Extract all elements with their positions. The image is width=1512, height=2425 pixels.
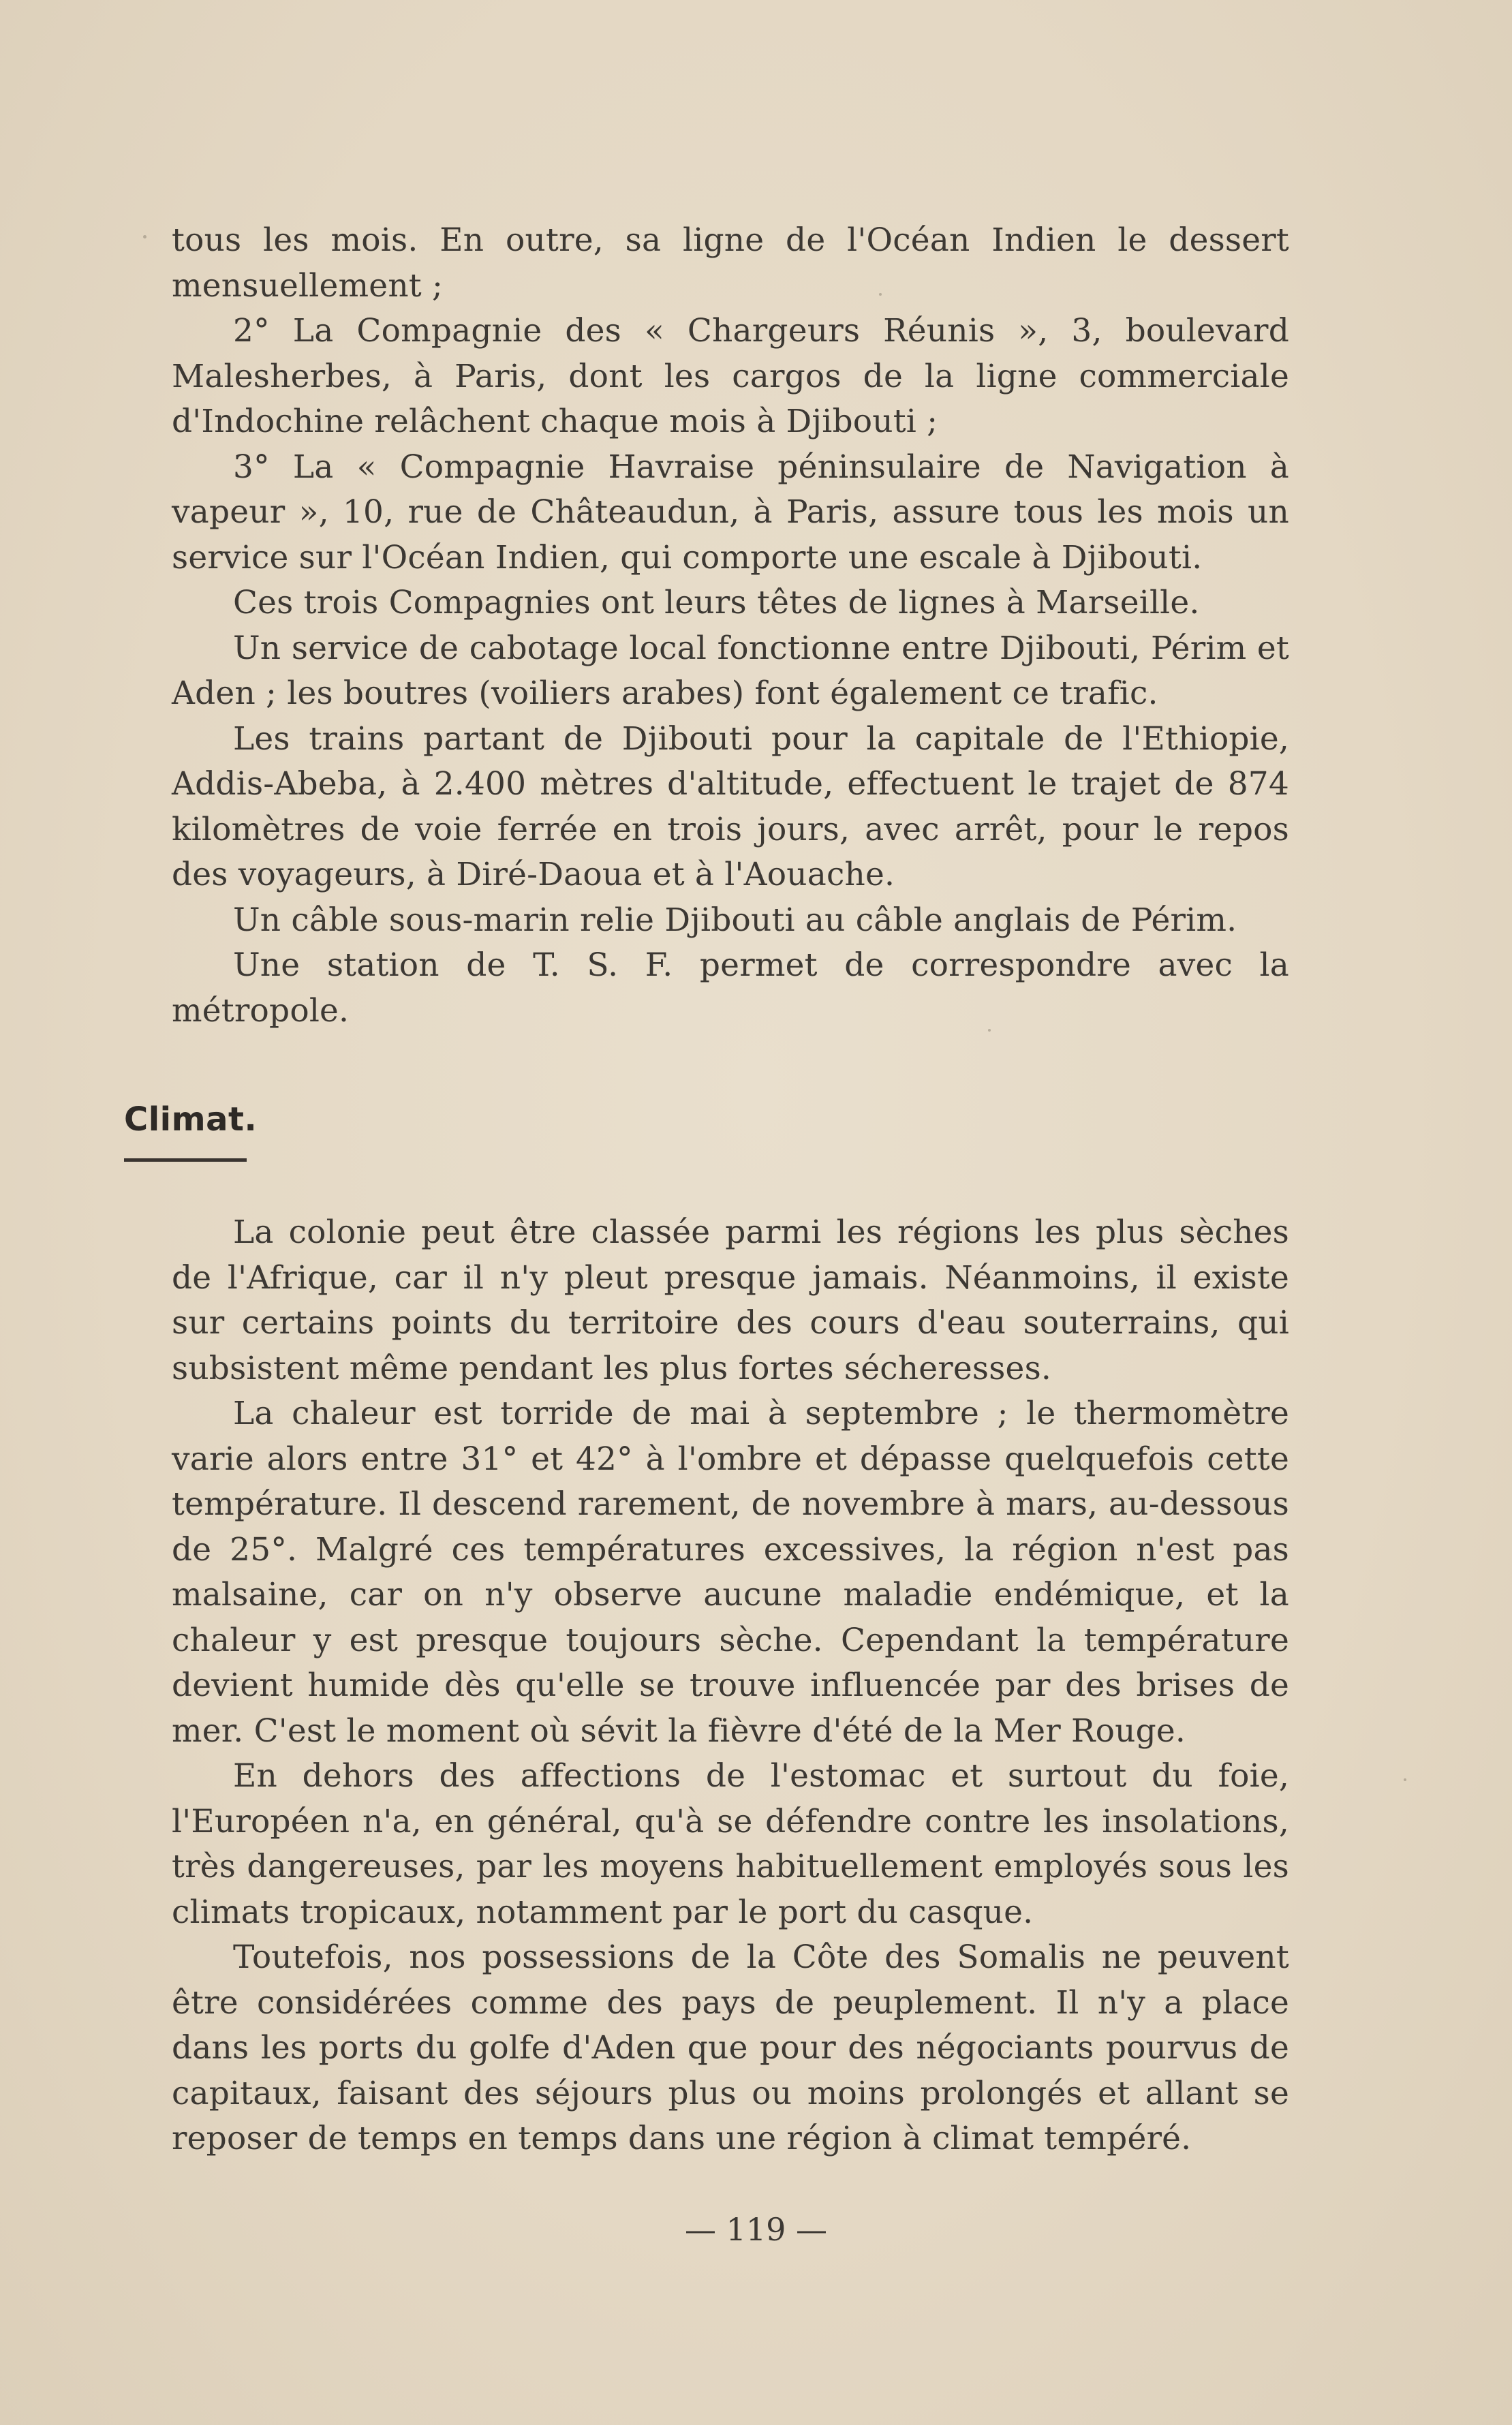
paragraph: La colonie peut être classée parmi les régions les plus sèches de l'Afrique, car il n'y pleut presque jamais. Néanmoins, il existe sur certains points du territoire des cours d'eau souterrains, qui subsistent même pendant les plus fortes sécheresses.	[172, 1214, 1289, 1387]
paragraph: Ces trois Compagnies ont leurs têtes de lignes à Marseille.	[233, 584, 1200, 621]
page-number: — 119 —	[684, 2211, 828, 2248]
paragraph: Les trains partant de Djibouti pour la capitale de l'Ethiopie, Addis-Abeba, à 2.400 mètres d'altitude, effectuent le trajet de 874 kilomètres de voie ferrée en trois jours, avec arrêt, pour le repos des voyageurs, à Diré-Daoua et à l'Aouache.	[172, 720, 1289, 893]
paragraph: Une station de T. S. F. permet de correspondre avec la métropole.	[172, 946, 1289, 1030]
paragraph: Toutefois, nos possessions de la Côte des Somalis ne peuvent être considérées comme des pays de peuplement. Il n'y a place dans les ports du golfe d'Aden que pour des négociants pourvus de capitaux, faisant des séjours plus ou moins prolongés et allant se reposer de temps en temps dans une région à climat tempéré.	[172, 1939, 1289, 2157]
paragraph: En dehors des affections de l'estomac et surtout du foie, l'Européen n'a, en général, qu'à se défendre contre les insolations, très dangereuses, par les moyens habituellement employés sous les climats tropicaux, notamment par le port du casque.	[172, 1757, 1289, 1931]
paper-speck	[143, 235, 146, 238]
paragraph: 3° La « Compagnie Havraise péninsulaire de Navigation à vapeur », 10, rue de Châteaudun, à Paris, assure tous les mois un service sur l'Océan Indien, qui comporte une escale à Djibouti.	[172, 448, 1289, 576]
section-heading-climat: Climat.	[124, 1100, 258, 1139]
paragraph: Un câble sous-marin relie Djibouti au câble anglais de Périm.	[233, 901, 1237, 939]
paragraph: La chaleur est torride de mai à septembre ; le thermomètre varie alors entre 31° et 42° à l'ombre et dépasse quelquefois cette température. Il descend rarement, de novembre à mars, au-dessous de 25°. Malgré ces températures excessives, la région n'est pas malsaine, car on n'y observe aucune maladie endémique, et la chaleur y est presque toujours sèche. Cependant la température devient humide dès qu'elle se trouve influencée par des brises de mer. C'est le moment où sévit la fièvre d'été de la Mer Rouge.	[172, 1395, 1289, 1750]
body-text-climat	[172, 1210, 1289, 2162]
body-text-transport	[172, 218, 1289, 1034]
paragraph: Un service de cabotage local fonctionne entre Djibouti, Périm et Aden ; les boutres (voiliers arabes) font également ce trafic.	[172, 629, 1289, 712]
paragraph: 2° La Compagnie des « Chargeurs Réunis », 3, boulevard Malesherbes, à Paris, dont les cargos de la ligne commerciale d'Indochine relâchent chaque mois à Djibouti ;	[172, 312, 1289, 440]
paragraph: tous les mois. En outre, sa ligne de l'Océan Indien le dessert mensuellement ;	[172, 221, 1289, 305]
heading-underline	[124, 1158, 247, 1162]
paper-speck	[1404, 1778, 1406, 1781]
